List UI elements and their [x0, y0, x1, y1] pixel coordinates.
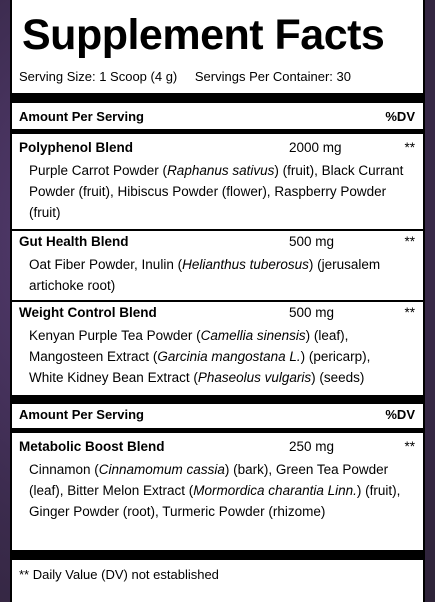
thick-divider — [12, 550, 423, 560]
latin-name: Helianthus tuberosus — [182, 257, 309, 272]
latin-name: Camellia sinensis — [200, 328, 306, 343]
ingredient-text: ) (jerusalem artichoke root) — [29, 257, 381, 293]
footnote: ** Daily Value (DV) not established — [19, 567, 219, 582]
amount-header-row — [19, 407, 415, 422]
ingredient-text: ) (leaf), Mangosteen Extract ( — [29, 328, 349, 364]
blend-name: Gut Health Blend — [19, 234, 129, 249]
medium-divider — [12, 129, 423, 134]
blend-name: Weight Control Blend — [19, 305, 157, 320]
blend-ingredients — [29, 160, 407, 223]
blend-dv: ** — [404, 439, 415, 454]
blend-name: Polyphenol Blend — [19, 140, 134, 155]
blend-ingredients — [29, 459, 407, 522]
servings-per-container: Servings Per Container: 30 — [194, 69, 351, 84]
ingredient-text: Cinnamon ( — [29, 462, 99, 477]
latin-name: Raphanus sativus — [167, 163, 275, 178]
row-divider — [12, 229, 423, 231]
supplement-facts-panel — [10, 0, 425, 602]
blend-ingredients — [29, 254, 407, 296]
latin-name: Cinnamomum cassia — [98, 462, 225, 477]
panel-title: Supplement Facts — [22, 11, 385, 59]
ingredient-text: Purple Carrot Powder ( — [29, 163, 168, 178]
medium-divider — [12, 428, 423, 433]
blend-amount: 500 mg — [289, 234, 335, 249]
ingredient-text: ) (fruit), Black Currant Powder (fruit), Hibiscus Powder (flower), Raspberry Powder (fruit) — [29, 163, 404, 220]
ingredient-text: ) (seeds) — [311, 370, 365, 385]
blend-amount: 250 mg — [289, 439, 335, 454]
blend-dv: ** — [404, 234, 415, 249]
amount-header: Amount Per Serving — [19, 407, 144, 422]
ingredient-text: Kenyan Purple Tea Powder ( — [29, 328, 201, 343]
ingredient-text: ) (fruit), Ginger Powder (root), Turmeric Powder (rhizome) — [29, 483, 401, 519]
amount-header-row — [19, 109, 415, 124]
thick-divider — [12, 395, 423, 404]
thick-divider — [12, 93, 423, 103]
dv-header: %DV — [385, 407, 415, 422]
latin-name: Mormordica charantia Linn. — [193, 483, 357, 498]
amount-header: Amount Per Serving — [19, 109, 144, 124]
serving-size: Serving Size: 1 Scoop (4 g) — [19, 69, 178, 84]
blend-amount: 2000 mg — [289, 140, 342, 155]
latin-name: Garcinia mangostana L. — [157, 349, 301, 364]
ingredient-text: ) (pericarp), White Kidney Bean Extract ( — [29, 349, 371, 385]
blend-name: Metabolic Boost Blend — [19, 439, 165, 454]
serving-info — [19, 69, 351, 84]
ingredient-text: ) (bark), Green Tea Powder (leaf), Bitter Melon Extract ( — [29, 462, 389, 498]
blend-ingredients — [29, 325, 407, 388]
ingredient-text: Oat Fiber Powder, Inulin ( — [29, 257, 183, 272]
row-divider — [12, 300, 423, 302]
dv-header: %DV — [385, 109, 415, 124]
blend-dv: ** — [404, 140, 415, 155]
blend-amount: 500 mg — [289, 305, 335, 320]
blend-dv: ** — [404, 305, 415, 320]
latin-name: Phaseolus vulgaris — [197, 370, 312, 385]
